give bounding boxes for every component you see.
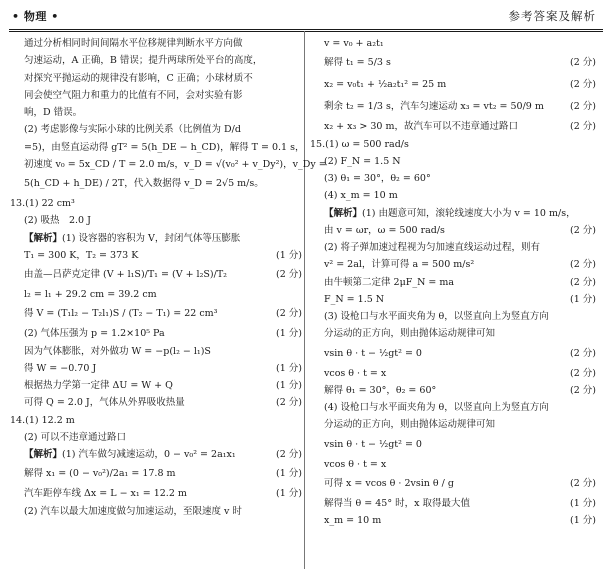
analysis-tag: 【解析】: [24, 449, 63, 460]
line-text: T₁ = 300 K，T₂ = 373 K: [24, 249, 139, 261]
column-divider: [304, 31, 305, 569]
line-text: 得 W = −0.70 J: [24, 362, 97, 374]
score-label: (2 分): [276, 269, 302, 280]
text-line: [310, 222, 596, 239]
text-line: [310, 399, 596, 416]
text-line: [310, 495, 596, 512]
text-line: [10, 87, 302, 104]
text-line: [10, 394, 302, 411]
text-line: [310, 325, 596, 342]
line-text: (2) 气体压强为 p = 1.2×10⁵ Pa: [24, 328, 165, 340]
line-text: 得 V = (T₁l₂ − T₂l₁)S / (T₂ − T₁) = 22 cm³: [24, 308, 218, 320]
text-line: [310, 118, 596, 135]
text-line: [10, 325, 302, 342]
line-text: 剩余 t₂ = 1/3 s，汽车匀速运动 x₃ = vt₂ = 50/9 m: [324, 101, 544, 113]
text-line: [310, 308, 596, 325]
line-text: 汽车距停车线 Δx = L − x₁ = 12.2 m: [24, 488, 187, 500]
score-label: (2 分): [570, 347, 596, 359]
score-label: (1 分): [276, 249, 302, 261]
text-line: [10, 230, 302, 247]
text-line: [310, 291, 596, 308]
line-text: 解得当 θ = 45° 时，x 取得最大值: [324, 497, 470, 509]
line-text: vcos θ · t = x: [324, 458, 387, 470]
line-text: 可得 Q = 2.0 J，气体从外界吸收热量: [24, 397, 185, 409]
line-rest: (1) 由题意可知，滚轮线速度大小为 v = 10 m/s，: [362, 207, 576, 219]
line-text: F_N = 1.5 N: [324, 293, 385, 305]
line-text: (4) 设枪口与水平面夹角为 θ，以竖直向上为竖直方向: [324, 402, 549, 413]
line-text: (2) 吸热 2.0 J: [24, 215, 91, 227]
text-line: [10, 303, 302, 325]
line-text: 因为气体膨胀，对外做功 W = −p(l₂ − l₁)S: [24, 345, 211, 357]
line-text: (2) 考虑影像与实际小球的比例关系（比例值为 D/d: [24, 124, 241, 136]
text-line: [10, 139, 305, 156]
score-label: (1 分): [570, 497, 596, 509]
line-text: [24, 233, 240, 244]
page-title: 参考答案及解析: [508, 9, 596, 23]
score-label: (1 分): [570, 293, 596, 305]
text-line: [310, 205, 596, 222]
text-line: [10, 195, 302, 212]
line-text: 解得 t₁ = 5/3 s: [324, 57, 391, 69]
line-text: 可得 x = vcos θ · 2vsin θ / g: [324, 477, 454, 489]
text-line: [310, 343, 596, 365]
line-text: [324, 208, 576, 219]
text-line: [310, 74, 596, 96]
score-label: (2 分): [570, 121, 596, 133]
text-line: [10, 463, 302, 485]
text-line: [10, 503, 302, 520]
line-text: 解得 x₁ = (0 − v₀²)/2a₁ = 17.8 m: [24, 468, 176, 480]
text-line: [310, 153, 596, 170]
text-line: [10, 52, 302, 69]
line-text: [24, 449, 236, 460]
line-text: v = v₀ + a₂t₁: [324, 38, 384, 49]
line-text: 匀速运动，A 正确，B 错误；提升两球所处平台的高度，: [24, 55, 263, 67]
line-text: 由牛顿第二定律 2μF_N = ma: [324, 276, 455, 288]
line-text: 对探究平抛运动的规律没有影响，C 正确；小球材质不: [24, 72, 253, 84]
text-line: [10, 104, 302, 121]
line-text: (3) 设枪口与水平面夹角为 θ，以竖直向上为竖直方向: [324, 311, 549, 322]
line-text: 响，D 错误。: [24, 107, 83, 118]
score-label: (2 分): [276, 308, 302, 320]
line-text: x_m = 10 m: [324, 515, 382, 526]
text-line: [10, 212, 302, 229]
score-label: (2 分): [570, 384, 596, 396]
text-line: [310, 52, 596, 74]
score-label: (1 分): [276, 488, 302, 500]
text-line: [310, 512, 596, 529]
line-text: (4) x_m = 10 m: [324, 190, 398, 202]
line-text: vcos θ · t = x: [324, 367, 387, 379]
line-text: 14.(1) 12.2 m: [10, 414, 75, 426]
line-text: 初速度 v₀ = 5x_CD / T = 2.0 m/s，v_D = √(v₀² + v_Dy²)，v_Dy =: [24, 158, 327, 170]
analysis-tag: 【解析】: [324, 207, 363, 219]
text-line: [10, 156, 327, 173]
text-line: [10, 247, 302, 264]
score-label: (2 分): [570, 259, 596, 271]
text-line: [310, 473, 596, 495]
text-line: [10, 121, 302, 138]
text-line: [310, 187, 596, 204]
text-line: [10, 446, 302, 463]
line-text: l₂ = l₁ + 29.2 cm = 39.2 cm: [24, 289, 157, 300]
text-line: [10, 264, 302, 286]
score-label: (1 分): [570, 515, 596, 526]
score-label: (1 分): [276, 468, 302, 480]
text-line: [10, 429, 302, 446]
score-label: (2 分): [570, 79, 596, 91]
line-text: 同会使空气阻力和重力的比值有不同，会对实验有影: [24, 89, 243, 101]
line-text: =5)，由竖直运动得 gT² = 5(h_DE − h_CD)，解得 T = 0.1 s，: [24, 141, 305, 153]
header-rule-top: [9, 29, 603, 30]
text-line: [10, 286, 302, 303]
subject-label: • 物理 •: [12, 10, 59, 23]
line-text: 通过分析相同时间间隔水平位移规律判断水平方向做: [24, 38, 243, 49]
score-label: (2 分): [570, 276, 596, 288]
left-column: [10, 35, 327, 520]
line-text: vsin θ · t − ½gt² = 0: [324, 438, 422, 450]
text-line: [310, 136, 596, 153]
text-line: [310, 35, 596, 52]
right-column: [310, 35, 596, 529]
score-label: (2 分): [570, 367, 596, 379]
text-line: [10, 343, 302, 360]
line-text: 分运动的正方向，则由抛体运动规律可知: [324, 419, 496, 431]
score-label: (2 分): [570, 224, 596, 236]
line-text: 解得 θ₁ = 30°，θ₂ = 60°: [324, 384, 437, 396]
text-line: [310, 239, 596, 256]
text-line: [310, 96, 596, 118]
text-line: [310, 170, 596, 187]
score-label: (2 分): [570, 477, 596, 489]
line-text: (3) θ₁ = 30°，θ₂ = 60°: [324, 173, 431, 184]
line-text: 15.(1) ω = 500 rad/s: [310, 138, 409, 150]
score-label: (2 分): [570, 101, 596, 113]
score-label: (1 分): [276, 362, 302, 374]
line-text: (2) F_N = 1.5 N: [324, 155, 401, 167]
text-line: [10, 173, 302, 195]
text-line: [10, 35, 302, 52]
line-text: 分运动的正方向，则由抛体运动规律可知: [324, 328, 496, 340]
score-label: (2 分): [276, 397, 302, 409]
score-label: (2 分): [276, 449, 302, 460]
line-text: 根据热力学第一定律 ΔU = W + Q: [24, 380, 173, 391]
header-rule-bottom: [9, 31, 603, 32]
score-label: (1 分): [276, 380, 302, 391]
text-line: [10, 412, 302, 429]
text-line: [310, 434, 596, 456]
text-line: [10, 360, 302, 377]
text-line: [10, 377, 302, 394]
text-line: [310, 274, 596, 291]
text-line: [310, 416, 596, 433]
line-text: 由 v = ωr，ω = 500 rad/s: [324, 224, 445, 236]
text-line: [310, 365, 596, 382]
line-text: x₂ = v₀t₁ + ½a₂t₁² = 25 m: [324, 79, 447, 91]
text-line: [310, 456, 596, 473]
line-rest: (1) 设容器的容积为 V，封闭气体等压膨胀: [62, 232, 241, 244]
line-text: (2) 将子弹加速过程视为匀加速直线运动过程，则有: [324, 242, 540, 253]
score-label: (1 分): [276, 328, 302, 340]
text-line: [310, 382, 596, 399]
text-line: [310, 256, 596, 273]
line-text: 13.(1) 22 cm³: [10, 198, 75, 209]
line-text: vsin θ · t − ½gt² = 0: [324, 347, 422, 359]
line-text: x₂ + x₃ > 30 m，故汽车可以不违章通过路口: [324, 121, 518, 133]
text-line: [10, 485, 302, 502]
line-text: v² = 2al，计算可得 a = 500 m/s²: [324, 259, 475, 271]
line-text: 由盖—吕萨克定律 (V + l₁S)/T₁ = (V + l₂S)/T₂: [24, 269, 227, 280]
analysis-tag: 【解析】: [24, 232, 63, 244]
score-label: (2 分): [570, 57, 596, 69]
line-rest: (1) 汽车做匀减速运动，0 − v₀² = 2a₁x₁: [62, 449, 236, 460]
line-text: (2) 汽车以最大加速度做匀加速运动，至限速度 v 时: [24, 505, 242, 517]
text-line: [10, 70, 302, 87]
line-text: (2) 可以不违章通过路口: [24, 431, 126, 443]
line-text: 5(h_CD + h_DE) / 2T，代入数据得 v_D = 2√5 m/s。: [24, 178, 264, 189]
